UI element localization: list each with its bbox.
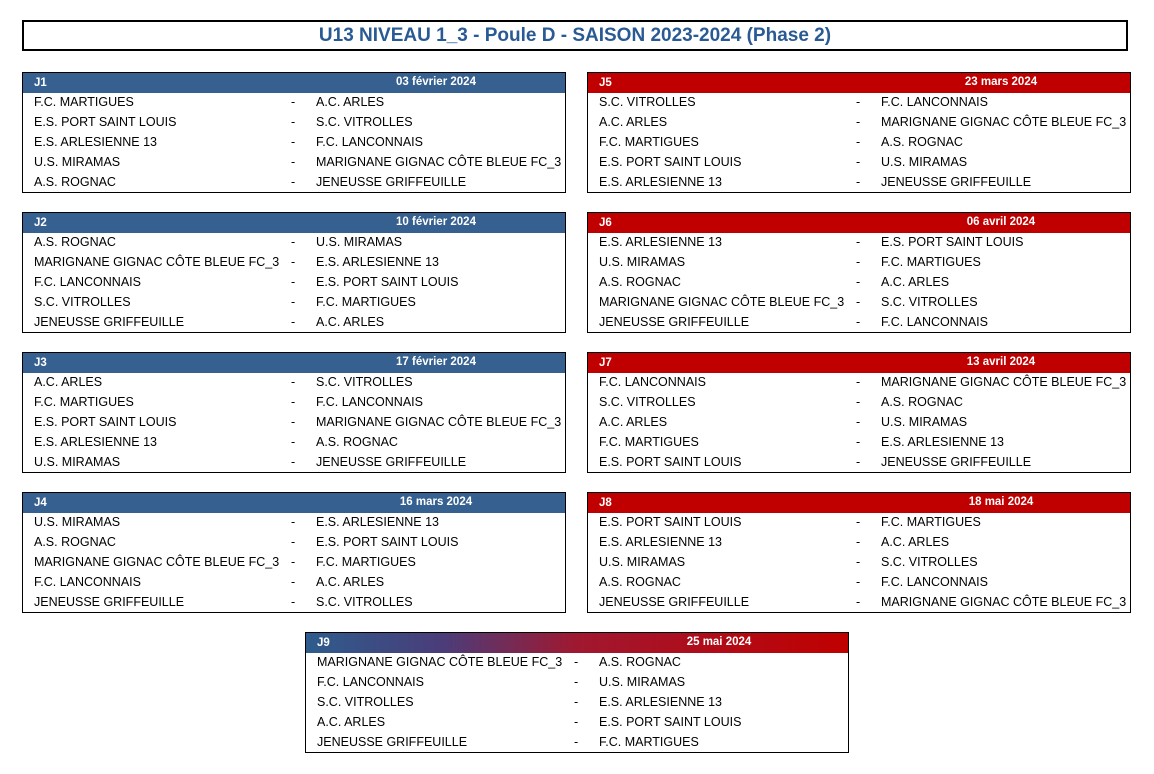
home-team: A.C. ARLES (34, 375, 103, 389)
away-team: F.C. MARTIGUES (316, 295, 416, 309)
matchday-block-j7 (587, 352, 1131, 473)
home-team: E.S. PORT SAINT LOUIS (599, 515, 742, 529)
home-team: E.S. ARLESIENNE 13 (34, 435, 157, 449)
away-team: S.C. VITROLLES (881, 555, 978, 569)
home-team: MARIGNANE GIGNAC CÔTE BLEUE FC_3 (317, 655, 563, 669)
match-separator: - (856, 455, 861, 469)
match-row (23, 253, 565, 273)
match-separator: - (574, 695, 579, 709)
matchday-date: 10 février 2024 (396, 216, 476, 228)
match-row (23, 393, 565, 413)
match-row (588, 153, 1130, 173)
home-team: MARIGNANE GIGNAC CÔTE BLEUE FC_3 (34, 255, 280, 269)
matchday-header (23, 493, 565, 513)
home-team: A.S. ROGNAC (599, 575, 681, 589)
away-team: F.C. LANCONNAIS (881, 95, 988, 109)
home-team: JENEUSSE GRIFFEUILLE (317, 735, 468, 749)
matchday-date: 18 mai 2024 (968, 496, 1034, 508)
home-team: A.S. ROGNAC (34, 235, 116, 249)
matchday-label: J1 (34, 77, 47, 89)
away-team: S.C. VITROLLES (316, 115, 413, 129)
home-team: JENEUSSE GRIFFEUILLE (34, 595, 185, 609)
home-team: E.S. ARLESIENNE 13 (599, 535, 722, 549)
home-team: E.S. PORT SAINT LOUIS (34, 115, 177, 129)
matchday-header (588, 213, 1130, 233)
away-team: E.S. ARLESIENNE 13 (881, 435, 1004, 449)
home-team: MARIGNANE GIGNAC CÔTE BLEUE FC_3 (599, 295, 845, 309)
match-separator: - (291, 515, 296, 529)
away-team: U.S. MIRAMAS (316, 235, 403, 249)
match-row (588, 533, 1130, 553)
home-team: JENEUSSE GRIFFEUILLE (599, 315, 750, 329)
matchday-label: J8 (599, 497, 612, 509)
match-row (588, 313, 1130, 333)
matchday-date: 03 février 2024 (396, 76, 476, 88)
home-team: A.S. ROGNAC (599, 275, 681, 289)
match-separator: - (291, 115, 296, 129)
match-row (588, 373, 1130, 393)
away-team: MARIGNANE GIGNAC CÔTE BLEUE FC_3 (316, 155, 562, 169)
match-row (23, 313, 565, 333)
match-separator: - (291, 95, 296, 109)
home-team: E.S. ARLESIENNE 13 (34, 135, 157, 149)
home-team: A.S. ROGNAC (34, 535, 116, 549)
away-team: JENEUSSE GRIFFEUILLE (316, 455, 467, 469)
matchday-label: J3 (34, 357, 47, 369)
match-row (588, 453, 1130, 473)
match-separator: - (574, 735, 579, 749)
matchday-header (588, 493, 1130, 513)
match-row (306, 673, 848, 693)
home-team: F.C. MARTIGUES (34, 395, 134, 409)
away-team: S.C. VITROLLES (881, 295, 978, 309)
away-team: MARIGNANE GIGNAC CÔTE BLEUE FC_3 (316, 415, 562, 429)
matchday-label: J5 (599, 77, 612, 89)
home-team: F.C. MARTIGUES (34, 95, 134, 109)
match-row (23, 293, 565, 313)
match-row (23, 233, 565, 253)
home-team: F.C. LANCONNAIS (34, 275, 141, 289)
match-separator: - (856, 155, 861, 169)
away-team: U.S. MIRAMAS (599, 675, 686, 689)
match-separator: - (291, 555, 296, 569)
matchday-header (306, 633, 848, 653)
away-team: A.C. ARLES (316, 95, 385, 109)
match-row (306, 653, 848, 673)
home-team: F.C. MARTIGUES (599, 435, 699, 449)
match-separator: - (856, 255, 861, 269)
away-team: F.C. MARTIGUES (881, 255, 981, 269)
matchday-label: J7 (599, 357, 612, 369)
match-separator: - (856, 115, 861, 129)
match-row (23, 413, 565, 433)
home-team: F.C. LANCONNAIS (34, 575, 141, 589)
away-team: A.C. ARLES (316, 575, 385, 589)
match-separator: - (291, 155, 296, 169)
match-separator: - (856, 175, 861, 189)
matchday-block-j5 (587, 72, 1131, 193)
match-separator: - (291, 235, 296, 249)
match-row (23, 553, 565, 573)
match-row (23, 533, 565, 553)
matchday-block-j6 (587, 212, 1131, 333)
matchday-block-j1 (22, 72, 566, 193)
match-row (23, 573, 565, 593)
match-separator: - (291, 275, 296, 289)
away-team: F.C. LANCONNAIS (881, 575, 988, 589)
home-team: U.S. MIRAMAS (34, 155, 121, 169)
matchday-label: J6 (599, 217, 612, 229)
match-row (306, 713, 848, 733)
away-team: F.C. LANCONNAIS (316, 395, 423, 409)
matchday-date: 13 avril 2024 (966, 356, 1036, 368)
away-team: S.C. VITROLLES (316, 375, 413, 389)
match-separator: - (574, 715, 579, 729)
match-row (23, 153, 565, 173)
match-separator: - (856, 275, 861, 289)
home-team: A.C. ARLES (599, 415, 668, 429)
matchday-block-j9 (305, 632, 849, 753)
match-separator: - (291, 435, 296, 449)
match-separator: - (291, 375, 296, 389)
match-row (588, 233, 1130, 253)
match-separator: - (291, 135, 296, 149)
home-team: MARIGNANE GIGNAC CÔTE BLEUE FC_3 (34, 555, 280, 569)
home-team: F.C. MARTIGUES (599, 135, 699, 149)
away-team: U.S. MIRAMAS (881, 415, 968, 429)
match-separator: - (291, 575, 296, 589)
home-team: E.S. PORT SAINT LOUIS (34, 415, 177, 429)
matchday-date: 16 mars 2024 (399, 496, 473, 508)
match-separator: - (856, 435, 861, 449)
home-team: E.S. PORT SAINT LOUIS (599, 455, 742, 469)
away-team: A.C. ARLES (881, 535, 950, 549)
matchday-header (588, 73, 1130, 93)
match-row (23, 173, 565, 193)
home-team: U.S. MIRAMAS (599, 255, 686, 269)
home-team: S.C. VITROLLES (599, 395, 696, 409)
match-row (588, 113, 1130, 133)
match-separator: - (856, 315, 861, 329)
away-team: A.S. ROGNAC (881, 135, 963, 149)
match-row (588, 173, 1130, 193)
matchday-block-j2 (22, 212, 566, 333)
match-row (23, 93, 565, 113)
match-row (23, 453, 565, 473)
match-separator: - (856, 535, 861, 549)
match-separator: - (856, 395, 861, 409)
matchday-block-j4 (22, 492, 566, 613)
home-team: E.S. ARLESIENNE 13 (599, 235, 722, 249)
home-team: U.S. MIRAMAS (599, 555, 686, 569)
home-team: S.C. VITROLLES (34, 295, 131, 309)
away-team: A.C. ARLES (316, 315, 385, 329)
away-team: E.S. PORT SAINT LOUIS (316, 535, 459, 549)
match-row (23, 113, 565, 133)
home-team: U.S. MIRAMAS (34, 455, 121, 469)
home-team: JENEUSSE GRIFFEUILLE (599, 595, 750, 609)
match-separator: - (291, 395, 296, 409)
matchday-date: 17 février 2024 (396, 356, 476, 368)
away-team: JENEUSSE GRIFFEUILLE (316, 175, 467, 189)
match-row (23, 513, 565, 533)
away-team: E.S. PORT SAINT LOUIS (881, 235, 1024, 249)
away-team: A.S. ROGNAC (316, 435, 398, 449)
home-team: F.C. LANCONNAIS (599, 375, 706, 389)
match-separator: - (856, 575, 861, 589)
match-row (23, 593, 565, 613)
home-team: A.C. ARLES (317, 715, 386, 729)
match-separator: - (291, 415, 296, 429)
match-row (23, 433, 565, 453)
match-row (588, 293, 1130, 313)
home-team: F.C. LANCONNAIS (317, 675, 424, 689)
away-team: E.S. ARLESIENNE 13 (316, 515, 439, 529)
away-team: MARIGNANE GIGNAC CÔTE BLEUE FC_3 (881, 595, 1127, 609)
match-row (23, 273, 565, 293)
away-team: F.C. MARTIGUES (881, 515, 981, 529)
match-separator: - (856, 555, 861, 569)
matchday-header (23, 353, 565, 373)
home-team: JENEUSSE GRIFFEUILLE (34, 315, 185, 329)
matchday-block-j8 (587, 492, 1131, 613)
match-separator: - (291, 255, 296, 269)
home-team: A.C. ARLES (599, 115, 668, 129)
match-separator: - (574, 675, 579, 689)
match-row (588, 93, 1130, 113)
matchday-label: J2 (34, 217, 47, 229)
away-team: E.S. PORT SAINT LOUIS (316, 275, 459, 289)
match-separator: - (856, 95, 861, 109)
matchday-block-j3 (22, 352, 566, 473)
home-team: S.C. VITROLLES (599, 95, 696, 109)
match-row (588, 573, 1130, 593)
match-row (23, 133, 565, 153)
match-separator: - (856, 235, 861, 249)
match-row (588, 553, 1130, 573)
match-separator: - (856, 135, 861, 149)
match-separator: - (856, 515, 861, 529)
away-team: JENEUSSE GRIFFEUILLE (881, 175, 1032, 189)
match-row (588, 393, 1130, 413)
match-separator: - (291, 595, 296, 609)
match-row (588, 253, 1130, 273)
match-separator: - (291, 455, 296, 469)
away-team: F.C. MARTIGUES (316, 555, 416, 569)
match-separator: - (856, 295, 861, 309)
match-separator: - (291, 295, 296, 309)
match-row (588, 273, 1130, 293)
home-team: U.S. MIRAMAS (34, 515, 121, 529)
matchday-label: J9 (317, 637, 330, 649)
match-row (588, 433, 1130, 453)
match-separator: - (856, 415, 861, 429)
match-separator: - (291, 535, 296, 549)
match-row (306, 733, 848, 753)
away-team: F.C. LANCONNAIS (316, 135, 423, 149)
matchday-date: 06 avril 2024 (966, 216, 1036, 228)
match-separator: - (856, 375, 861, 389)
match-row (588, 413, 1130, 433)
away-team: JENEUSSE GRIFFEUILLE (881, 455, 1032, 469)
away-team: E.S. ARLESIENNE 13 (316, 255, 439, 269)
match-row (306, 693, 848, 713)
matchday-label: J4 (34, 497, 47, 509)
away-team: MARIGNANE GIGNAC CÔTE BLEUE FC_3 (881, 375, 1127, 389)
away-team: A.S. ROGNAC (599, 655, 681, 669)
matchday-date: 25 mai 2024 (686, 636, 752, 648)
matchday-date: 23 mars 2024 (964, 76, 1038, 88)
match-separator: - (574, 655, 579, 669)
match-row (588, 513, 1130, 533)
away-team: U.S. MIRAMAS (881, 155, 968, 169)
away-team: A.C. ARLES (881, 275, 950, 289)
page-title: U13 NIVEAU 1_3 - Poule D - SAISON 2023-2024 (Phase 2) (22, 20, 1128, 51)
away-team: F.C. LANCONNAIS (881, 315, 988, 329)
away-team: E.S. PORT SAINT LOUIS (599, 715, 742, 729)
matchday-header (588, 353, 1130, 373)
match-row (588, 133, 1130, 153)
home-team: E.S. ARLESIENNE 13 (599, 175, 722, 189)
away-team: S.C. VITROLLES (316, 595, 413, 609)
matchday-header (23, 213, 565, 233)
away-team: MARIGNANE GIGNAC CÔTE BLEUE FC_3 (881, 115, 1127, 129)
away-team: E.S. ARLESIENNE 13 (599, 695, 722, 709)
away-team: F.C. MARTIGUES (599, 735, 699, 749)
match-row (23, 373, 565, 393)
home-team: E.S. PORT SAINT LOUIS (599, 155, 742, 169)
match-separator: - (291, 315, 296, 329)
home-team: A.S. ROGNAC (34, 175, 116, 189)
match-separator: - (291, 175, 296, 189)
away-team: A.S. ROGNAC (881, 395, 963, 409)
home-team: S.C. VITROLLES (317, 695, 414, 709)
match-row (588, 593, 1130, 613)
match-separator: - (856, 595, 861, 609)
matchday-header (23, 73, 565, 93)
